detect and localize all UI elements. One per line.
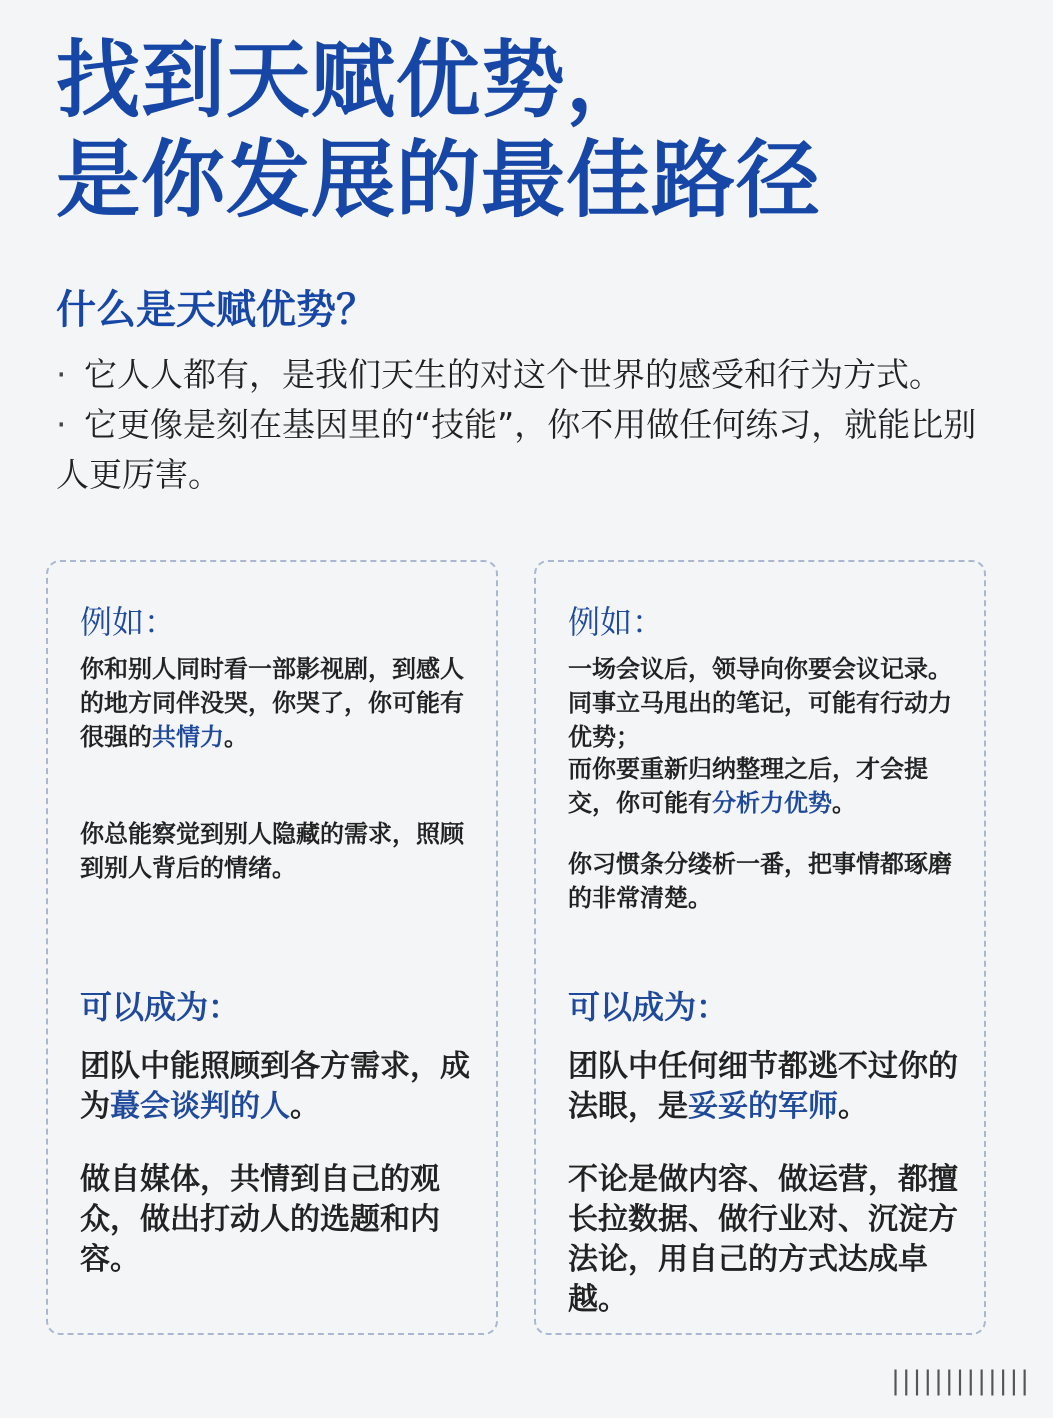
- analysis-card: [534, 560, 986, 1335]
- become-2: 做自媒体，共情到自己的观众，做出打动人的选题和内容。: [80, 1162, 440, 1277]
- bullet-2-text: 它更像是刻在基因里的“技能”，你不用做任何练习，就能比别: [84, 405, 977, 444]
- highlight-empathy: 共情力: [152, 723, 224, 751]
- bullet-2: [56, 400, 986, 450]
- empathy-card: [46, 560, 498, 1335]
- example-1: [80, 652, 480, 754]
- highlight-negotiator: 蕞会谈判的人: [110, 1089, 290, 1124]
- bullet-dot: ·: [56, 405, 67, 444]
- example-2-text: 而你要重新归纳整理之后，才会提交，你可能有: [568, 755, 928, 817]
- example-label: 例如：: [568, 603, 665, 641]
- title-line-1: 找到天赋优势，: [56, 31, 652, 129]
- become-1: [80, 1047, 475, 1127]
- example-2: 你总能察觉到别人隐藏的需求，照顾到别人背后的情绪。: [80, 820, 464, 882]
- example-1-end: 。: [224, 723, 248, 751]
- example-1: 一场会议后，领导向你要会议记录。同事立马甩出的笔记，可能有行动力优势；: [568, 655, 952, 751]
- bullet-2-cont: 人更厉害。: [56, 455, 221, 494]
- example-2: [568, 752, 968, 820]
- become-1-end: 。: [838, 1089, 868, 1124]
- highlight-analysis: 分析力优势: [712, 789, 832, 817]
- example-label: 例如：: [80, 603, 177, 641]
- bullet-1: [56, 350, 986, 400]
- highlight-strategist: 妥妥的军师: [688, 1089, 838, 1124]
- page-title: [56, 30, 821, 230]
- title-line-2: 是你发展的最佳路径: [56, 131, 822, 229]
- become-label: 可以成为：: [568, 988, 729, 1026]
- example-2-end: 。: [832, 789, 856, 817]
- become-label: 可以成为：: [80, 988, 241, 1026]
- example-3: 你习惯条分缕析一番，把事情都琢磨的非常清楚。: [568, 850, 952, 912]
- become-2: 不论是做内容、做运营，都擅长拉数据、做行业对、沉淀方法论，用自己的方式达成卓越。: [568, 1162, 958, 1317]
- become-1-text: 团队中任何细节都逃不过你的法眼，是: [568, 1049, 958, 1124]
- bullet-1-text: 它人人都有，是我们天生的对这个世界的感受和行为方式。: [84, 355, 942, 394]
- become-1-end: 。: [290, 1089, 320, 1124]
- definition-list: [56, 350, 986, 500]
- become-1-text: 团队中能照顾到各方需求，成为: [80, 1049, 470, 1124]
- watermark: |||||||||||||: [891, 1366, 1031, 1396]
- become-1: [568, 1047, 963, 1127]
- section-heading: 什么是天赋优势？: [56, 287, 376, 333]
- example-1-text: 你和别人同时看一部影视剧，到感人的地方同伴没哭，你哭了，你可能有很强的: [80, 655, 464, 751]
- bullet-dot: ·: [56, 355, 67, 394]
